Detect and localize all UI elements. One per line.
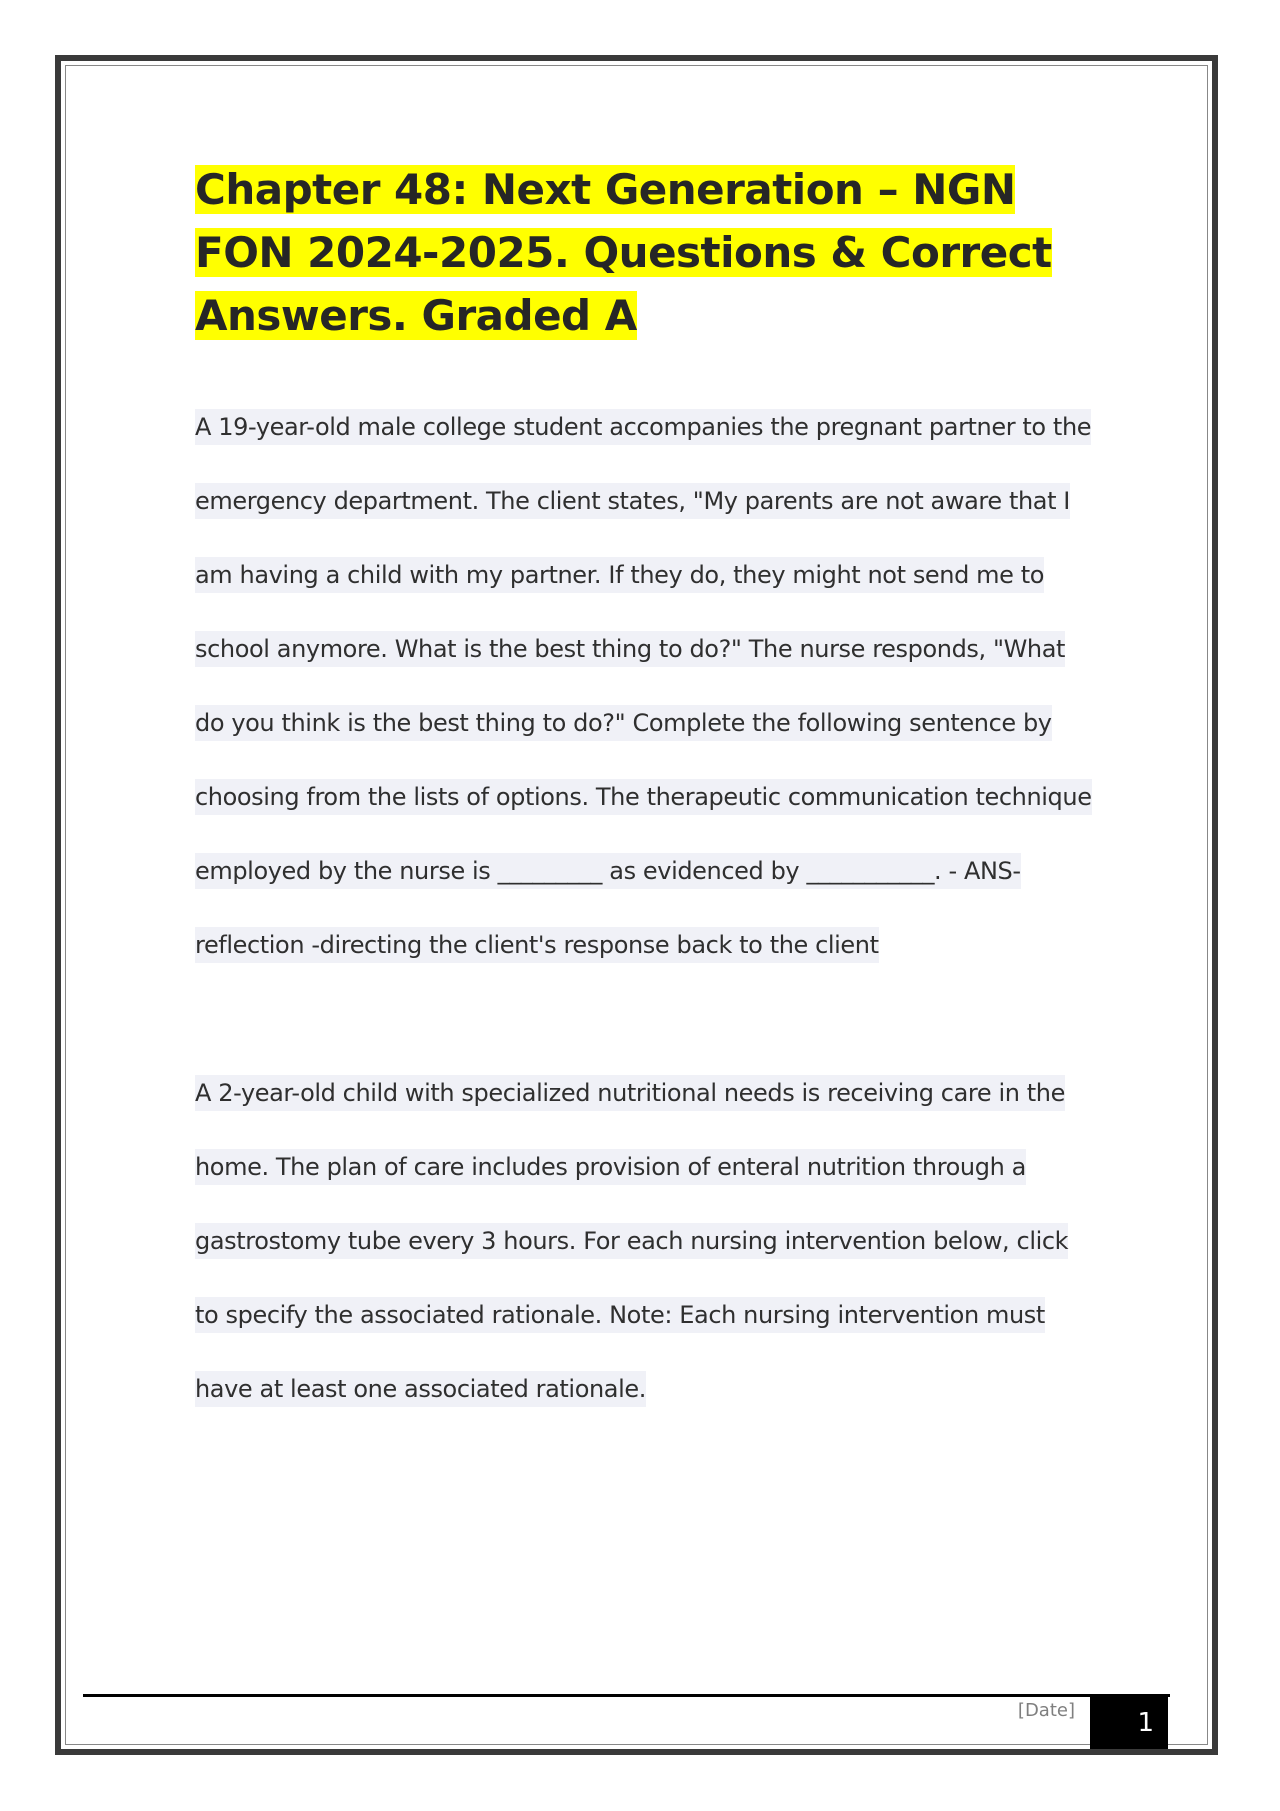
question-text-1: A 19-year-old male college student accompanies the pregnant partner to the emergency department. The client states, "My parents are not aware that I am having a child with my partner. If they do, they might not send me to school anymore. What is the best thing to do?" The nurse responds, "What do you think is the best thing to do?" Complete the following sentence by choosing from the lists of options. The therapeutic communication technique employed by the nurse is _________ as evidenced by ___________. - ANS-reflection -directing the client's response back to the client [195,409,1092,963]
document-title [195,158,1095,347]
document-body [195,158,1095,1426]
question-block-1 [195,390,1095,982]
footer-date: [Date] [1017,1700,1075,1721]
footer-rule [83,1694,1170,1697]
question-block-2 [195,1056,1095,1426]
page-number: 1 [1137,1708,1154,1738]
document-title-text: Chapter 48: Next Generation – NGN FON 2024-2025. Questions & Correct Answers. Graded A [195,165,1052,340]
page-number-box [1090,1697,1168,1749]
question-text-2: A 2-year-old child with specialized nutritional needs is receiving care in the home. The plan of care includes provision of enteral nutrition through a gastrostomy tube every 3 hours. For each nursing intervention below, click to specify the associated rationale. Note: Each nursing intervention must have at least one associated rationale. [195,1075,1068,1407]
